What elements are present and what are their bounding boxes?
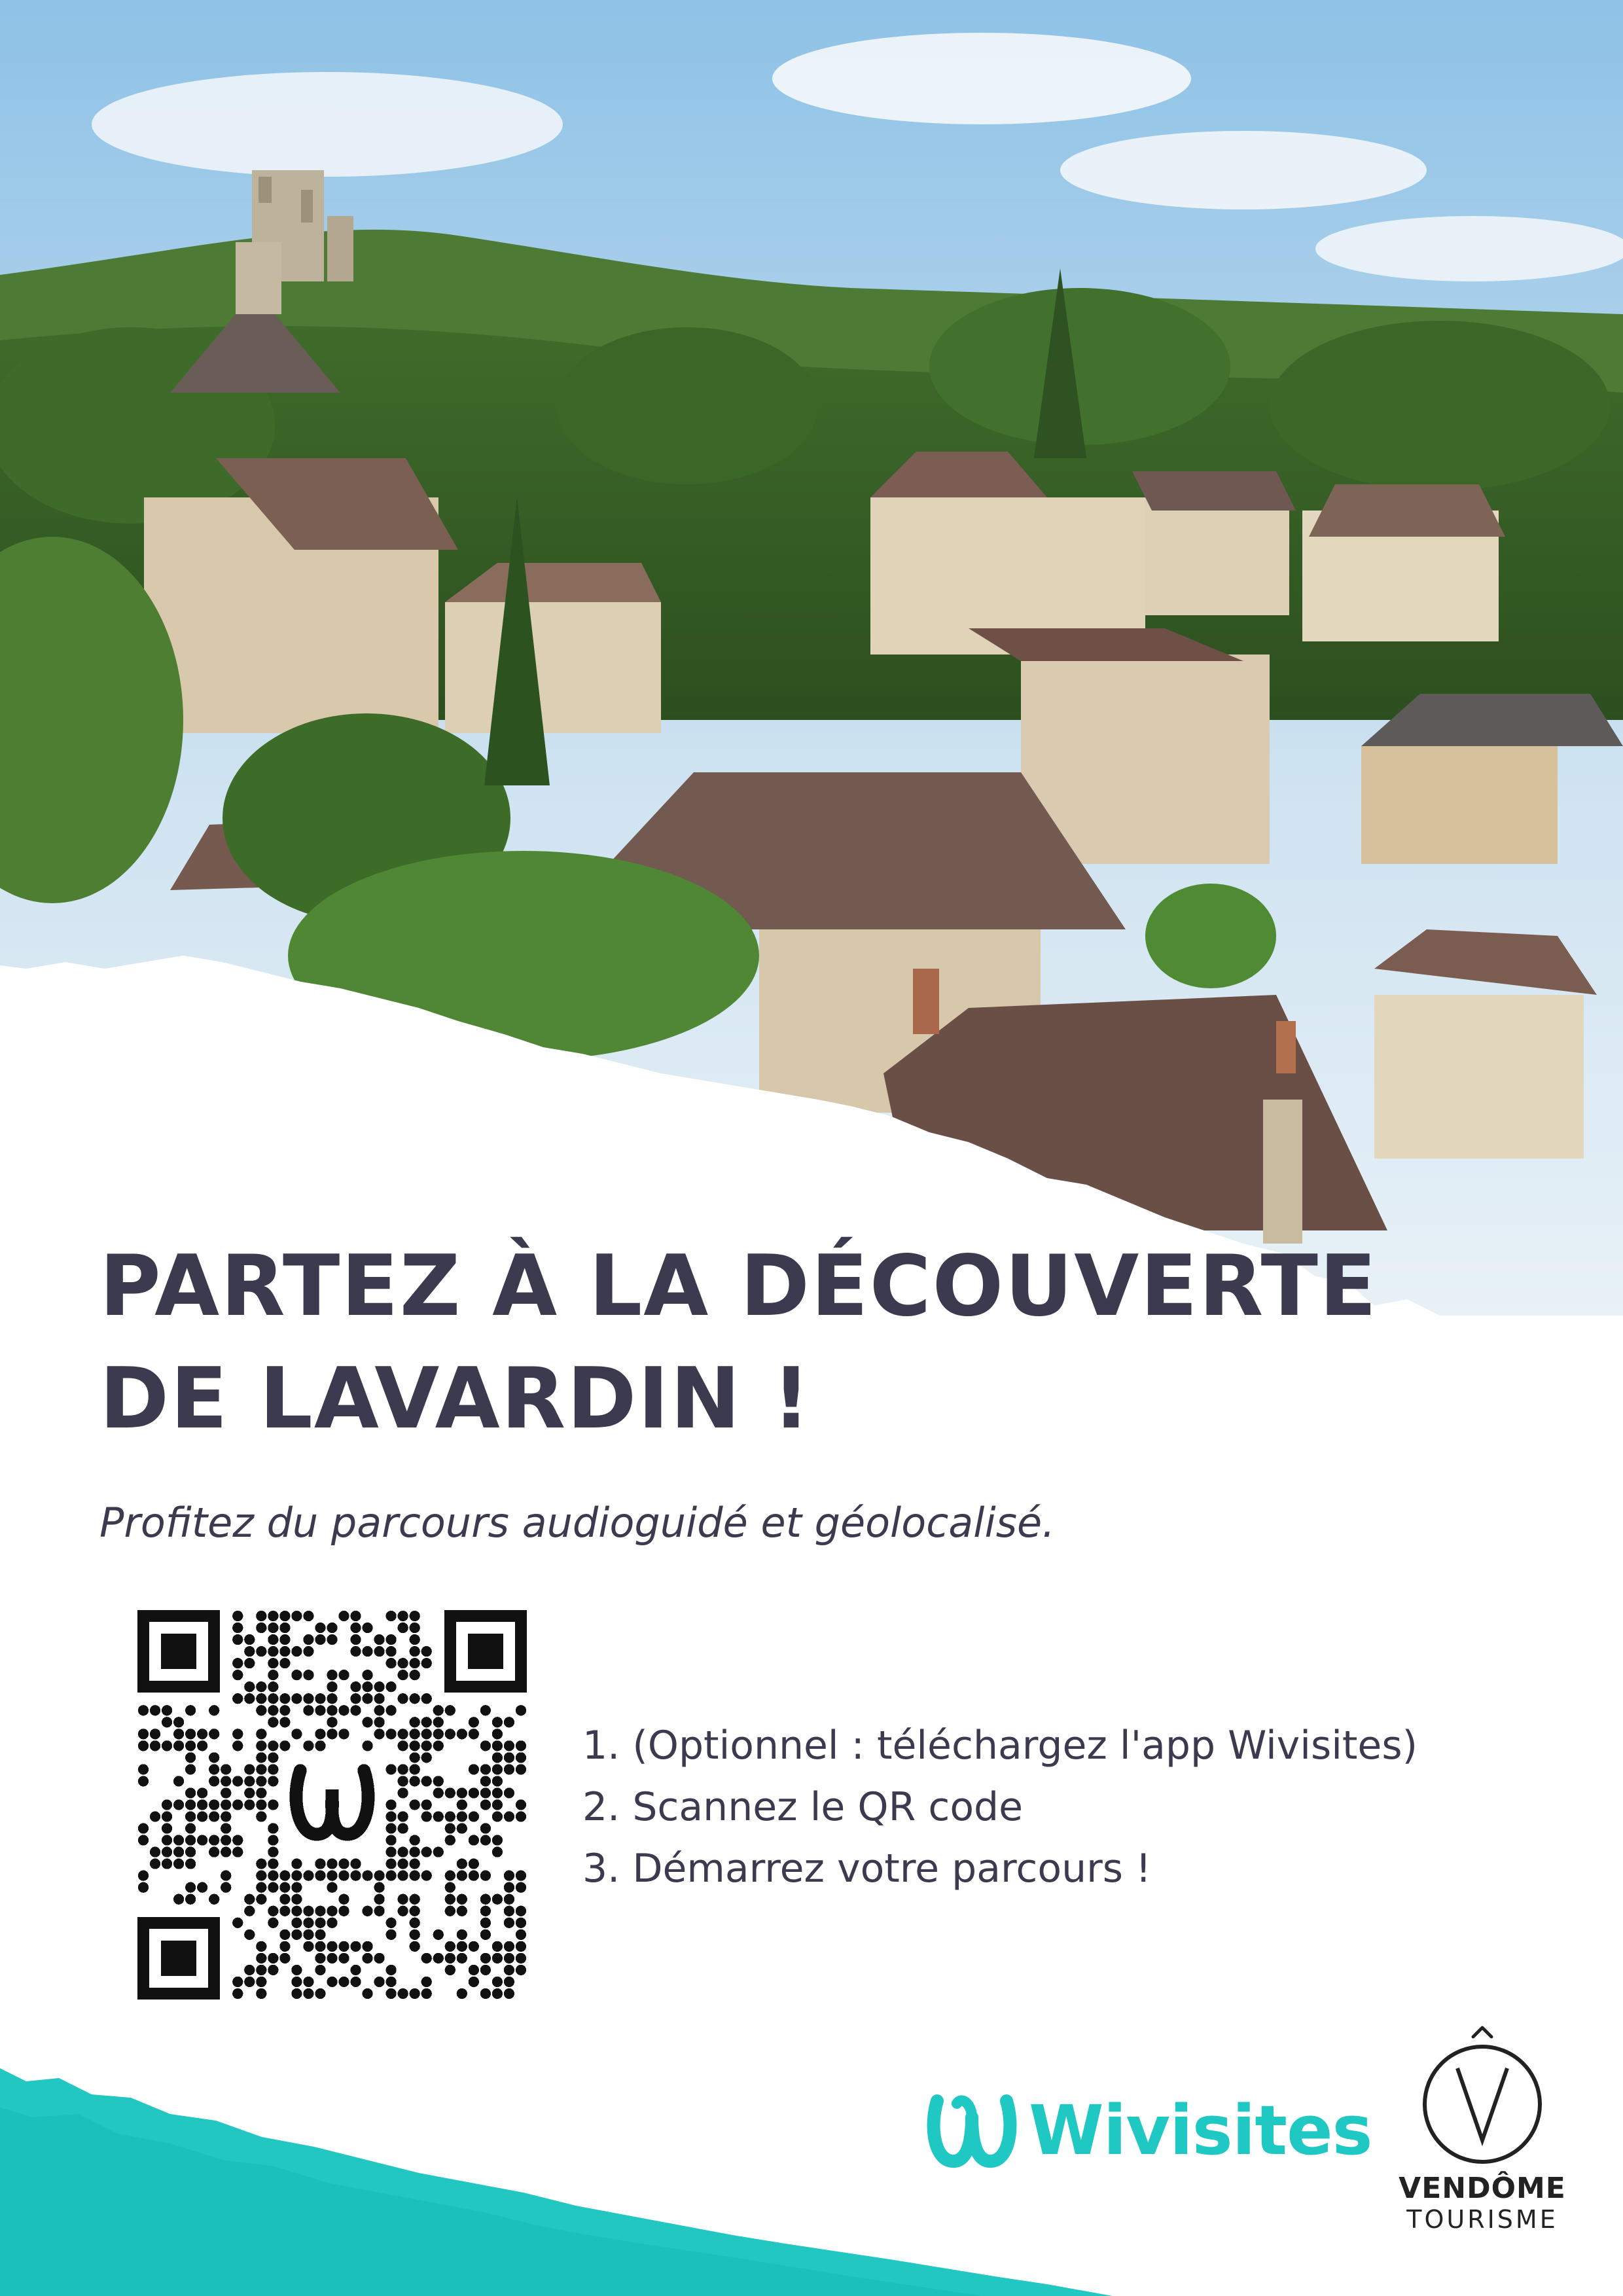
brand-name: Wivisites xyxy=(1029,2090,1372,2170)
page-title xyxy=(99,1230,1408,1456)
partner-name: VENDÔME xyxy=(1399,2172,1566,2205)
title-line-2: DE LAVARDIN ! xyxy=(99,1350,812,1448)
steps-list xyxy=(582,1715,1499,1899)
subtitle: Profitez du parcours audioguidé et géolocalisé. xyxy=(99,1499,1055,1547)
wivisites-logo-icon xyxy=(923,2088,1021,2173)
wivisites-brand[interactable] xyxy=(923,2088,1372,2173)
step-item: 3. Démarrez votre parcours ! xyxy=(582,1846,1152,1892)
step-item: 2. Scannez le QR code xyxy=(582,1784,1024,1830)
vendome-logo-icon xyxy=(1417,2022,1548,2166)
title-line-1: PARTEZ À LA DÉCOUVERTE xyxy=(99,1238,1378,1335)
partner-subtitle: TOURISME xyxy=(1406,2205,1558,2234)
vendome-tourisme-logo[interactable] xyxy=(1371,2022,1594,2234)
qr-code-icon[interactable] xyxy=(137,1610,527,2000)
step-item: 1. (Optionnel : téléchargez l'app Wivisites) xyxy=(582,1723,1418,1768)
